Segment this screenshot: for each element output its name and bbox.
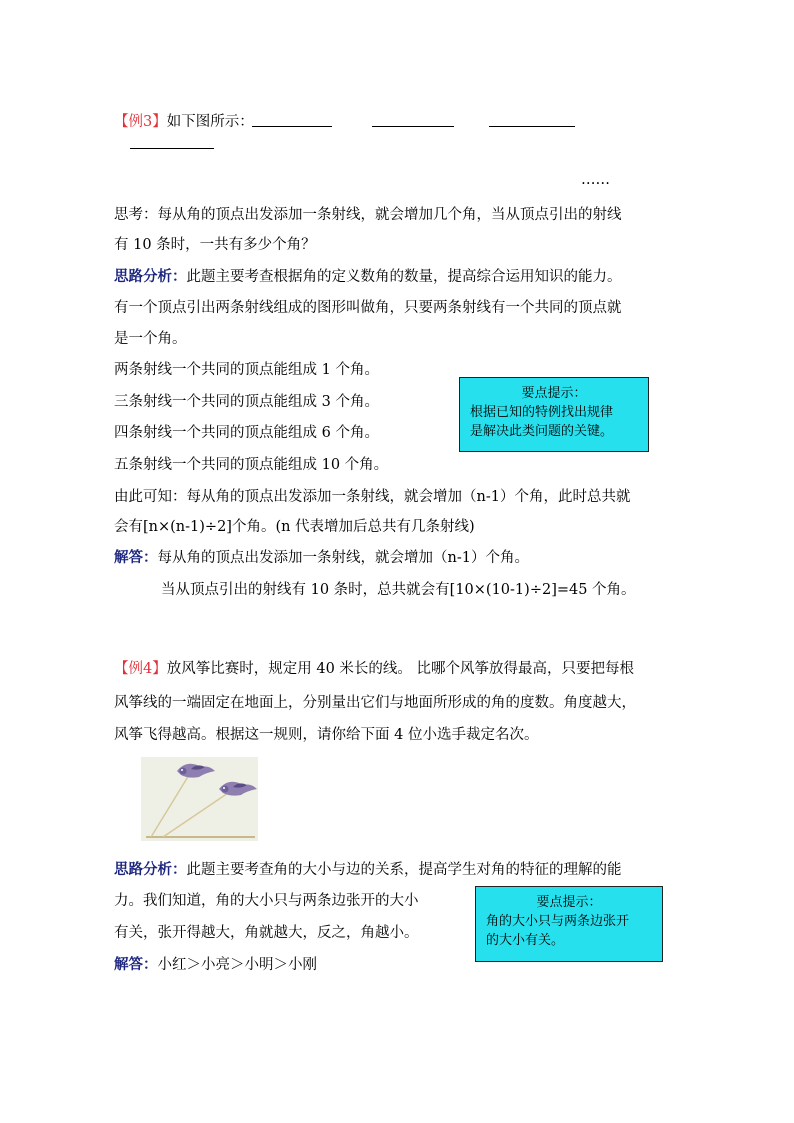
example4-answer <box>114 953 317 974</box>
example4-label-close: 】 <box>152 661 167 677</box>
tip-title: 要点提示： <box>536 895 602 910</box>
think-line-2: 有 10 条时，一共有多少个角？ <box>114 237 316 253</box>
rule-line: 两条射线一个共同的顶点能组成 1 个角。 <box>114 362 379 378</box>
example4-analysis-line-1: 此题主要考查角的大小与边的关系，提高学生对角的特征的理解的能 <box>186 862 622 878</box>
conclusion-line-2: 会有[n×(n-1)÷2]个角。(n 代表增加后总共有几条射线) <box>114 519 475 535</box>
answer-blank-1[interactable] <box>252 111 332 127</box>
tip-line-1: 角的大小只与两条边张开 <box>486 914 630 929</box>
example3-label-open: 【例 <box>114 114 143 130</box>
rule-line: 三条射线一个共同的顶点能组成 3 个角。 <box>114 394 379 410</box>
answer-line-1: 每从角的顶点出发添加一条射线，就会增加（n-1）个角。 <box>157 550 529 566</box>
example3-answer <box>114 546 529 567</box>
analysis-line-3: 是一个角。 <box>114 331 187 347</box>
kite-bird-icon <box>177 764 215 778</box>
example4-answer-text: 小红＞小亮＞小明＞小刚 <box>157 957 317 973</box>
example4-analysis <box>114 858 622 879</box>
kite-bird-icon <box>219 782 257 796</box>
example4-label-open: 【例 <box>114 661 143 677</box>
answer-line-2: 当从顶点引出的射线有 10 条时，总共就会有[10×(10-1)÷2]=45 个角。 <box>161 582 636 598</box>
example3-label-close: 】 <box>152 114 167 130</box>
tip-box-example4 <box>475 886 663 962</box>
kite-string <box>151 775 189 837</box>
tip-line-2: 的大小有关。 <box>486 933 565 948</box>
tip-box-example3 <box>459 377 649 452</box>
example3-intro: 如下图所示： <box>166 114 254 130</box>
kite-illustration <box>141 757 258 841</box>
example4-label-num: 4 <box>143 661 153 677</box>
example3-analysis <box>114 265 622 286</box>
tip-line-1: 根据已知的特例找出规律 <box>470 405 614 420</box>
analysis-label: 思路分析： <box>114 862 187 878</box>
analysis-line-2: 有一个顶点引出两条射线组成的图形叫做角，只要两条射线有一个共同的顶点就 <box>114 300 622 316</box>
example4-analysis-line-3: 有关，张开得越大，角就越大，反之，角越小。 <box>114 925 419 941</box>
conclusion-line-1: 由此可知：每从角的顶点出发添加一条射线，就会增加（n-1）个角，此时总共就 <box>114 489 631 505</box>
answer-blank-4[interactable] <box>130 133 214 149</box>
example3-label-num: 3 <box>143 114 153 130</box>
analysis-label: 思路分析： <box>114 269 187 285</box>
answer-blank-3[interactable] <box>489 111 575 127</box>
example4-line-2: 风筝线的一端固定在地面上，分别量出它们与地面所形成的角的度数。角度越大， <box>114 695 636 711</box>
answer-label: 解答： <box>114 957 158 973</box>
example4-heading <box>114 657 634 678</box>
kite-svg <box>141 757 258 841</box>
rule-line: 五条射线一个共同的顶点能组成 10 个角。 <box>114 457 389 473</box>
kite-string <box>163 791 231 837</box>
example4-line-3: 风筝飞得越高。根据这一规则，请你给下面 4 位小选手裁定名次。 <box>114 727 539 743</box>
tip-line-2: 是解决此类问题的关键。 <box>470 424 614 439</box>
answer-blank-2[interactable] <box>372 111 454 127</box>
tip-title: 要点提示： <box>521 386 587 401</box>
example4-analysis-line-2: 力。我们知道，角的大小只与两条边张开的大小 <box>114 893 419 909</box>
analysis-line-1: 此题主要考查根据角的定义数角的数量，提高综合运用知识的能力。 <box>186 269 622 285</box>
rule-line: 四条射线一个共同的顶点能组成 6 个角。 <box>114 425 379 441</box>
example3-heading <box>114 110 254 131</box>
example4-line-1: 放风筝比赛时，规定用 40 米长的线。 比哪个风筝放得最高，只要把每根 <box>166 661 635 677</box>
answer-label: 解答： <box>114 550 158 566</box>
think-line-1: 思考：每从角的顶点出发添加一条射线，就会增加几个角，当从顶点引出的射线 <box>114 207 622 223</box>
ellipsis: …… <box>581 172 610 188</box>
